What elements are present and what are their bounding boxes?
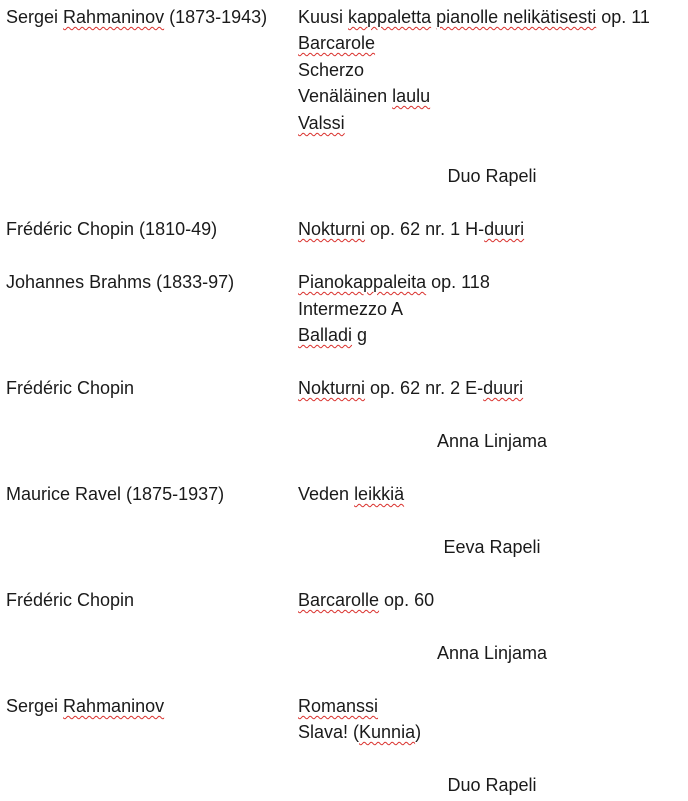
composer-line: Frédéric Chopin [6, 590, 135, 610]
performer-line: Eeva Rapeli [443, 537, 541, 557]
performer-line: Duo Rapeli [447, 775, 537, 795]
work-line: Balladi g [298, 325, 368, 345]
performer-line: Duo Rapeli [447, 166, 537, 186]
work-line [298, 32, 375, 54]
work-line: Intermezzo A [298, 299, 404, 319]
spellcheck-word: duuri [483, 378, 524, 398]
spellcheck-word: duuri [484, 219, 525, 239]
composer-line: Maurice Ravel (1875-1937) [6, 484, 225, 504]
spellcheck-word: Nokturni [298, 219, 366, 239]
work-line: Venäläinen laulu [298, 86, 431, 106]
spellcheck-word: kappaletta [348, 7, 432, 27]
spellcheck-word: Kunnia [359, 722, 416, 742]
spellcheck-word: Rahmaninov [63, 7, 165, 27]
work-line [298, 112, 345, 134]
spellcheck-word: Rahmaninov [63, 696, 165, 716]
work-line: Slava! (Kunnia) [298, 722, 422, 742]
spellcheck-word: Valssi [298, 113, 345, 133]
performer-line: Anna Linjama [436, 643, 548, 663]
work-line: Barcarolle op. 60 [298, 590, 435, 610]
spellcheck-word: Romanssi [298, 696, 379, 716]
composer-line: Frédéric Chopin (1810-49) [6, 219, 218, 239]
work-line: Kuusi kappaletta pianolle nelikätisesti op. 11 [298, 7, 650, 27]
spellcheck-word: Barcarole [298, 33, 376, 53]
composer-line: Sergei Rahmaninov (1873-1943) [6, 7, 268, 27]
spellcheck-word: Nokturni [298, 378, 366, 398]
spellcheck-word: pianolle nelikätisesti [436, 7, 597, 27]
composer-line: Johannes Brahms (1833-97) [6, 272, 235, 292]
spellcheck-word: Balladi [298, 325, 353, 345]
spellcheck-word: Barcarolle [298, 590, 380, 610]
work-line [298, 695, 378, 717]
work-line: Pianokappaleita op. 118 [298, 272, 490, 292]
spellcheck-word: Pianokappaleita [298, 272, 427, 292]
work-line: Veden leikkiä [298, 484, 405, 504]
work-line: Nokturni op. 62 nr. 1 H-duuri [298, 219, 525, 239]
performer-line: Anna Linjama [436, 431, 548, 451]
composer-line: Frédéric Chopin [6, 378, 135, 398]
work-line: Nokturni op. 62 nr. 2 E-duuri [298, 378, 524, 398]
composer-line: Sergei Rahmaninov [6, 696, 165, 716]
spellcheck-word: leikkiä [354, 484, 405, 504]
work-line: Scherzo [298, 60, 365, 80]
spellcheck-word: laulu [392, 86, 431, 106]
